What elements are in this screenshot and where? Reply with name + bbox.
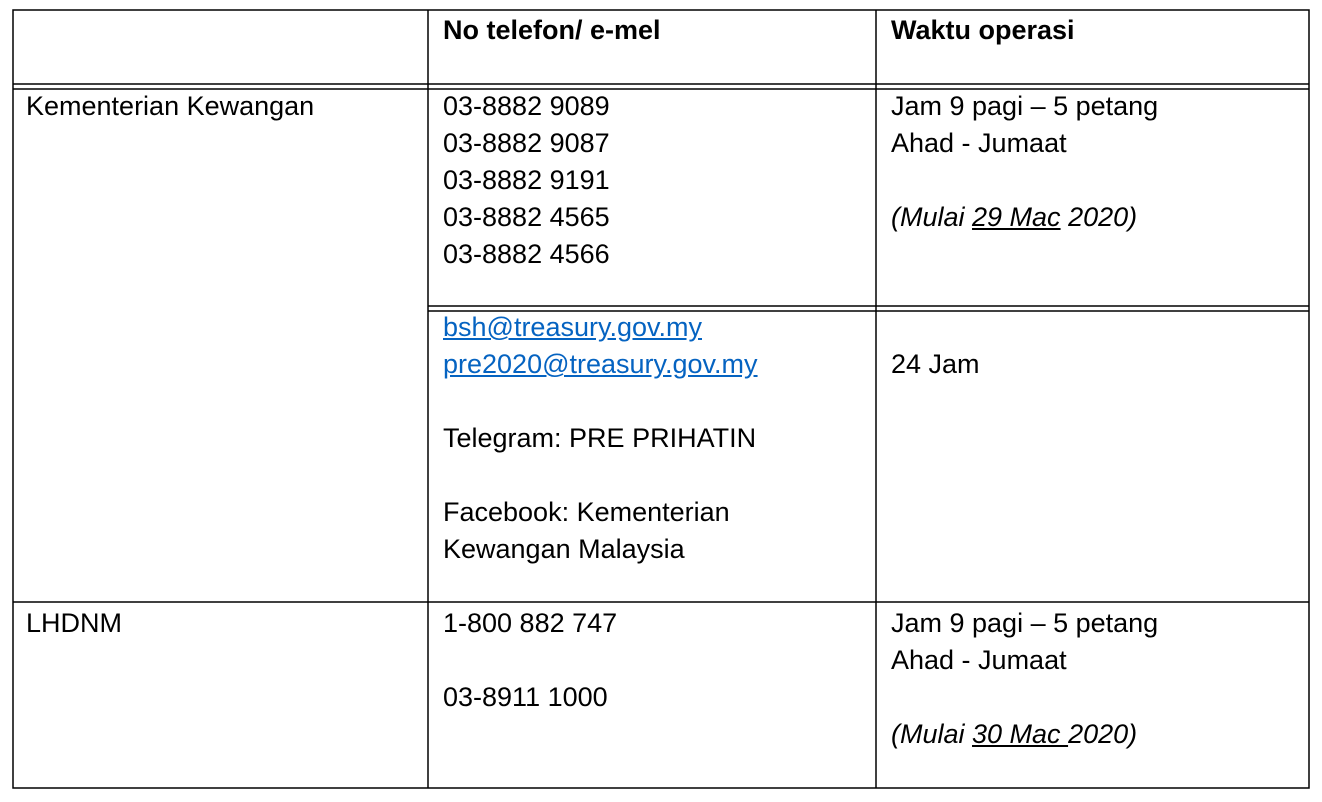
start-date-note: (Mulai 29 Mac 2020) xyxy=(891,202,1138,232)
agency-name-lhdnm xyxy=(26,605,421,642)
agency-label: LHDNM xyxy=(26,608,123,638)
phone-number: 03-8882 4565 xyxy=(443,202,610,232)
agency-name xyxy=(26,88,421,125)
header-col2: No telefon/ e-mel xyxy=(443,15,661,45)
telegram-contact: Telegram: PRE PRIHATIN xyxy=(443,423,757,453)
hours-time: Jam 9 pagi – 5 petang xyxy=(891,608,1159,638)
start-date: 30 Mac xyxy=(972,719,1069,749)
start-date-note: (Mulai 30 Mac 2020) xyxy=(891,719,1138,749)
hours-time: Jam 9 pagi – 5 petang xyxy=(891,91,1159,121)
phone-number: 1-800 882 747 xyxy=(443,608,618,638)
phone-number: 03-8911 1000 xyxy=(443,682,608,712)
email-link-pre2020[interactable]: pre2020@treasury.gov.my xyxy=(443,349,758,379)
phone-number: 03-8882 9089 xyxy=(443,91,610,121)
start-date: 29 Mac xyxy=(972,202,1061,232)
phone-number: 03-8882 4566 xyxy=(443,239,610,269)
hours-days: Ahad - Jumaat xyxy=(891,128,1067,158)
agency-label: Kementerian Kewangan xyxy=(26,91,315,121)
phone-list-lhdnm xyxy=(443,605,868,716)
facebook-contact-cont: Kewangan Malaysia xyxy=(443,534,685,564)
hours-24: 24 Jam xyxy=(891,349,980,379)
phone-list xyxy=(443,88,868,273)
operating-hours xyxy=(891,88,1301,236)
operating-hours-online xyxy=(891,346,1301,383)
online-contacts xyxy=(443,309,868,568)
email-link-bsh[interactable]: bsh@treasury.gov.my xyxy=(443,312,702,342)
operating-hours-lhdnm xyxy=(891,605,1301,753)
hours-days: Ahad - Jumaat xyxy=(891,645,1067,675)
phone-number: 03-8882 9191 xyxy=(443,165,610,195)
phone-number: 03-8882 9087 xyxy=(443,128,610,158)
facebook-contact: Facebook: Kementerian xyxy=(443,497,730,527)
header-col3: Waktu operasi xyxy=(891,15,1075,45)
